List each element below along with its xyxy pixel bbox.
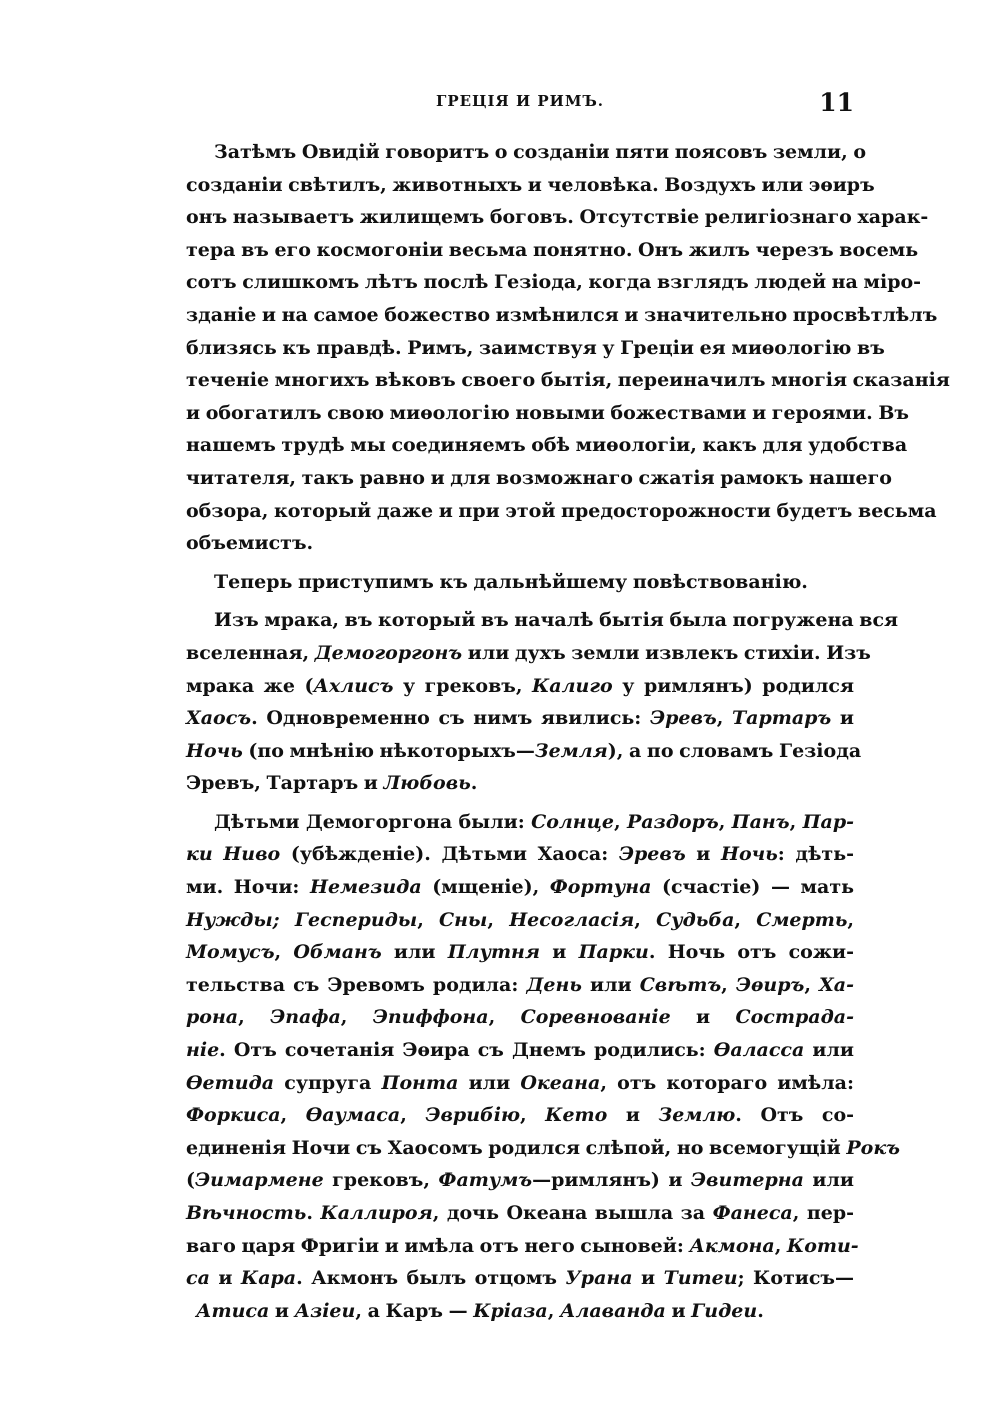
italic-name: Нужды; Геспериды — [186, 908, 418, 931]
italic-name: Несогласія — [509, 908, 635, 931]
text-line: Вѣчность. Каллироя, дочь Океана вышла за Фанеса, пер- — [186, 1202, 854, 1224]
text-line: ки Ниво (убѣжденіе). Дѣтьми Хаоса: Эревъ и Ночь: дѣть- — [186, 843, 854, 866]
italic-name: Солнце — [531, 810, 614, 833]
text-line: рона, Эпафа, Эпиффона, Соревнованіе и Сострада- — [186, 1006, 854, 1029]
italic-name: Калиго — [532, 674, 613, 697]
text-line: Изъ мрака, въ который въ началѣ бытія была погружена вся — [214, 609, 899, 632]
italic-name: Эревъ — [618, 843, 686, 866]
text-line: тельства съ Эревомъ родила: День или Свѣтъ, Эѳиръ, Ха- — [186, 973, 854, 996]
body-text — [186, 136, 950, 1327]
italic-name: Титеи — [663, 1267, 738, 1290]
italic-name: рона — [186, 1006, 239, 1029]
italic-name: Азіеи — [294, 1299, 356, 1322]
italic-name: Урана — [565, 1267, 633, 1290]
italic-name: Форкиса — [186, 1104, 281, 1127]
text-line: Теперь приступимъ къ дальнѣйшему повѣствованію. — [214, 570, 808, 593]
italic-name: Соревнованіе — [520, 1006, 671, 1029]
italic-name: Ночь — [721, 843, 778, 866]
italic-name: Гидеи — [691, 1299, 758, 1322]
page-header — [186, 88, 854, 118]
italic-name: Ха- — [819, 973, 854, 996]
italic-name: Эревъ — [649, 707, 717, 730]
text-line: Ѳетида супруга Понта или Океана, отъ котораго имѣла: — [186, 1071, 854, 1094]
italic-name: Парки — [578, 941, 649, 964]
italic-name: Эѳиръ — [735, 973, 805, 996]
text-line: Эревъ, Тартаръ и Любовь. — [186, 772, 478, 795]
text-line: Атиса и Азіеи, а Каръ — Кріаза, Алаванда и Гидеи. — [196, 1299, 764, 1322]
italic-name: Эпафа — [270, 1006, 341, 1029]
italic-name: Эвитерна — [690, 1169, 804, 1192]
text-line: близясь къ правдѣ. Римъ, заимствуя у Греціи ея миѳологію въ — [186, 336, 885, 359]
text-line: зданіе и на самое божество измѣнился и значительно просвѣтлѣлъ — [186, 303, 938, 326]
italic-name: Кето — [545, 1104, 608, 1127]
italic-name: Кріаза — [473, 1299, 548, 1322]
italic-name: Любовь — [383, 772, 471, 795]
italic-name: Смерть — [756, 908, 848, 931]
text-line: са и Кара. Акмонъ былъ отцомъ Урана и Титеи; Котисъ— — [186, 1267, 855, 1290]
text-line: онъ называетъ жилищемъ боговъ. Отсутствіе религіознаго харак- — [186, 206, 929, 229]
text-line: обзора, который даже и при этой предосторожности будетъ весьма — [186, 499, 937, 522]
italic-name: Коти- — [786, 1234, 859, 1257]
italic-name: Фатумъ — [438, 1169, 533, 1192]
italic-name: Эпиффона — [372, 1006, 489, 1029]
italic-name: Океана — [520, 1071, 601, 1094]
italic-name: День — [526, 973, 582, 996]
italic-name: Свѣтъ — [639, 973, 722, 996]
text-line: ваго царя Фригіи и имѣла отъ него сыновей: Акмона, Коти- — [186, 1234, 859, 1257]
italic-name: ки Ниво — [186, 843, 281, 866]
text-line: читателя, такъ равно и для возможнаго сжатія рамокъ нашего — [186, 466, 892, 489]
italic-name: Рокъ — [846, 1136, 900, 1159]
page-number: 11 — [819, 88, 854, 117]
text-line: Затѣмъ Овидій говоритъ о созданіи пяти поясовъ земли, о — [214, 141, 867, 163]
italic-name: Вѣчность — [186, 1202, 307, 1224]
italic-name: Тартаръ — [732, 707, 832, 730]
italic-name: Демогоргонъ — [314, 641, 463, 664]
text-line: Форкиса, Ѳаумаса, Эврибію, Кето и Землю. Отъ со- — [186, 1104, 855, 1127]
italic-name: Алаванда — [559, 1299, 666, 1322]
text-line: (Эимармене грековъ, Фатумъ—римлянъ) и Эвитерна или — [186, 1169, 855, 1192]
text-line: тера въ его космогоніи весьма понятно. Онъ жилъ черезъ восемь — [186, 238, 919, 261]
italic-name: Акмона — [689, 1234, 775, 1257]
italic-name: ніе — [186, 1039, 220, 1062]
text-line: нашемъ трудѣ мы соединяемъ обѣ миѳологіи, какъ для удобства — [186, 434, 908, 457]
running-title: ГРЕЦІЯ И РИМЪ. — [435, 92, 605, 110]
italic-name: Ѳетида — [186, 1071, 275, 1094]
italic-name: Атиса — [196, 1299, 270, 1322]
italic-name: Момусъ — [186, 941, 275, 964]
text-line: единенія Ночи съ Хаосомъ родился слѣпой, но всемогущій Рокъ — [186, 1136, 900, 1159]
italic-name: Эврибію — [425, 1104, 521, 1127]
italic-name: Пар- — [802, 810, 854, 833]
italic-name: Ахлисъ — [313, 674, 394, 697]
italic-name: Эимармене — [195, 1169, 324, 1192]
text-line: ніе. Отъ сочетанія Эѳира съ Днемъ родились: Ѳаласса или — [186, 1039, 854, 1062]
text-line: ми. Ночи: Немезида (мщеніе), Фортуна (счастіе) — мать — [186, 876, 854, 899]
text-line: объемистъ. — [186, 532, 314, 555]
text-line: теченіе многихъ вѣковъ своего бытія, переиначилъ многія сказанія — [186, 369, 950, 392]
text-line: Момусъ, Обманъ или Плутня и Парки. Ночь отъ сожи- — [186, 941, 855, 964]
italic-name: Немезида — [310, 876, 422, 899]
text-line: Дѣтьми Демогоргона были: Солнце, Раздоръ, Панъ, Пар- — [214, 810, 854, 833]
text-line: Ночь (по мнѣнію нѣкоторыхъ—Земля), а по словамъ Гезіода — [186, 739, 862, 762]
italic-name: Судьба — [656, 908, 735, 931]
italic-name: Хаосъ — [186, 707, 252, 730]
italic-name: Каллироя — [320, 1202, 433, 1224]
italic-name: Раздоръ — [626, 810, 719, 833]
italic-name: Кара — [240, 1267, 297, 1290]
italic-name: Ѳаласса — [713, 1039, 805, 1062]
italic-name: Землю — [658, 1104, 736, 1127]
italic-name: Ночь — [186, 739, 243, 762]
italic-name: са — [186, 1267, 210, 1290]
italic-name: Обманъ — [293, 941, 382, 964]
italic-name: Сны — [439, 908, 488, 931]
text-line: и обогатилъ свою миѳологію новыми божествами и героями. Въ — [186, 401, 909, 424]
italic-name: Сострада- — [735, 1006, 854, 1029]
text-line: вселенная, Демогоргонъ или духъ земли извлекъ стихіи. Изъ — [186, 641, 871, 664]
text-line: Хаосъ. Одновременно съ нимъ явились: Эревъ, Тартаръ и — [186, 707, 854, 730]
italic-name: Фортуна — [549, 876, 652, 899]
italic-name: Земля — [534, 739, 608, 762]
italic-name: Фанеса — [712, 1202, 793, 1224]
italic-name: Плутня — [447, 941, 541, 964]
italic-name: Панъ — [731, 810, 790, 833]
italic-name: Ѳаумаса — [305, 1104, 401, 1127]
text-line: сотъ слишкомъ лѣтъ послѣ Гезіода, когда взглядъ людей на міро- — [186, 271, 922, 294]
italic-name: Понта — [381, 1071, 459, 1094]
text-line: Нужды; Геспериды, Сны, Несогласія, Судьба, Смерть, — [186, 908, 855, 931]
text-line: мрака же (Ахлисъ у грековъ, Калиго у римлянъ) родился — [186, 674, 855, 697]
text-line: созданіи свѣтилъ, животныхъ и человѣка. Воздухъ или эѳиръ — [186, 173, 875, 196]
